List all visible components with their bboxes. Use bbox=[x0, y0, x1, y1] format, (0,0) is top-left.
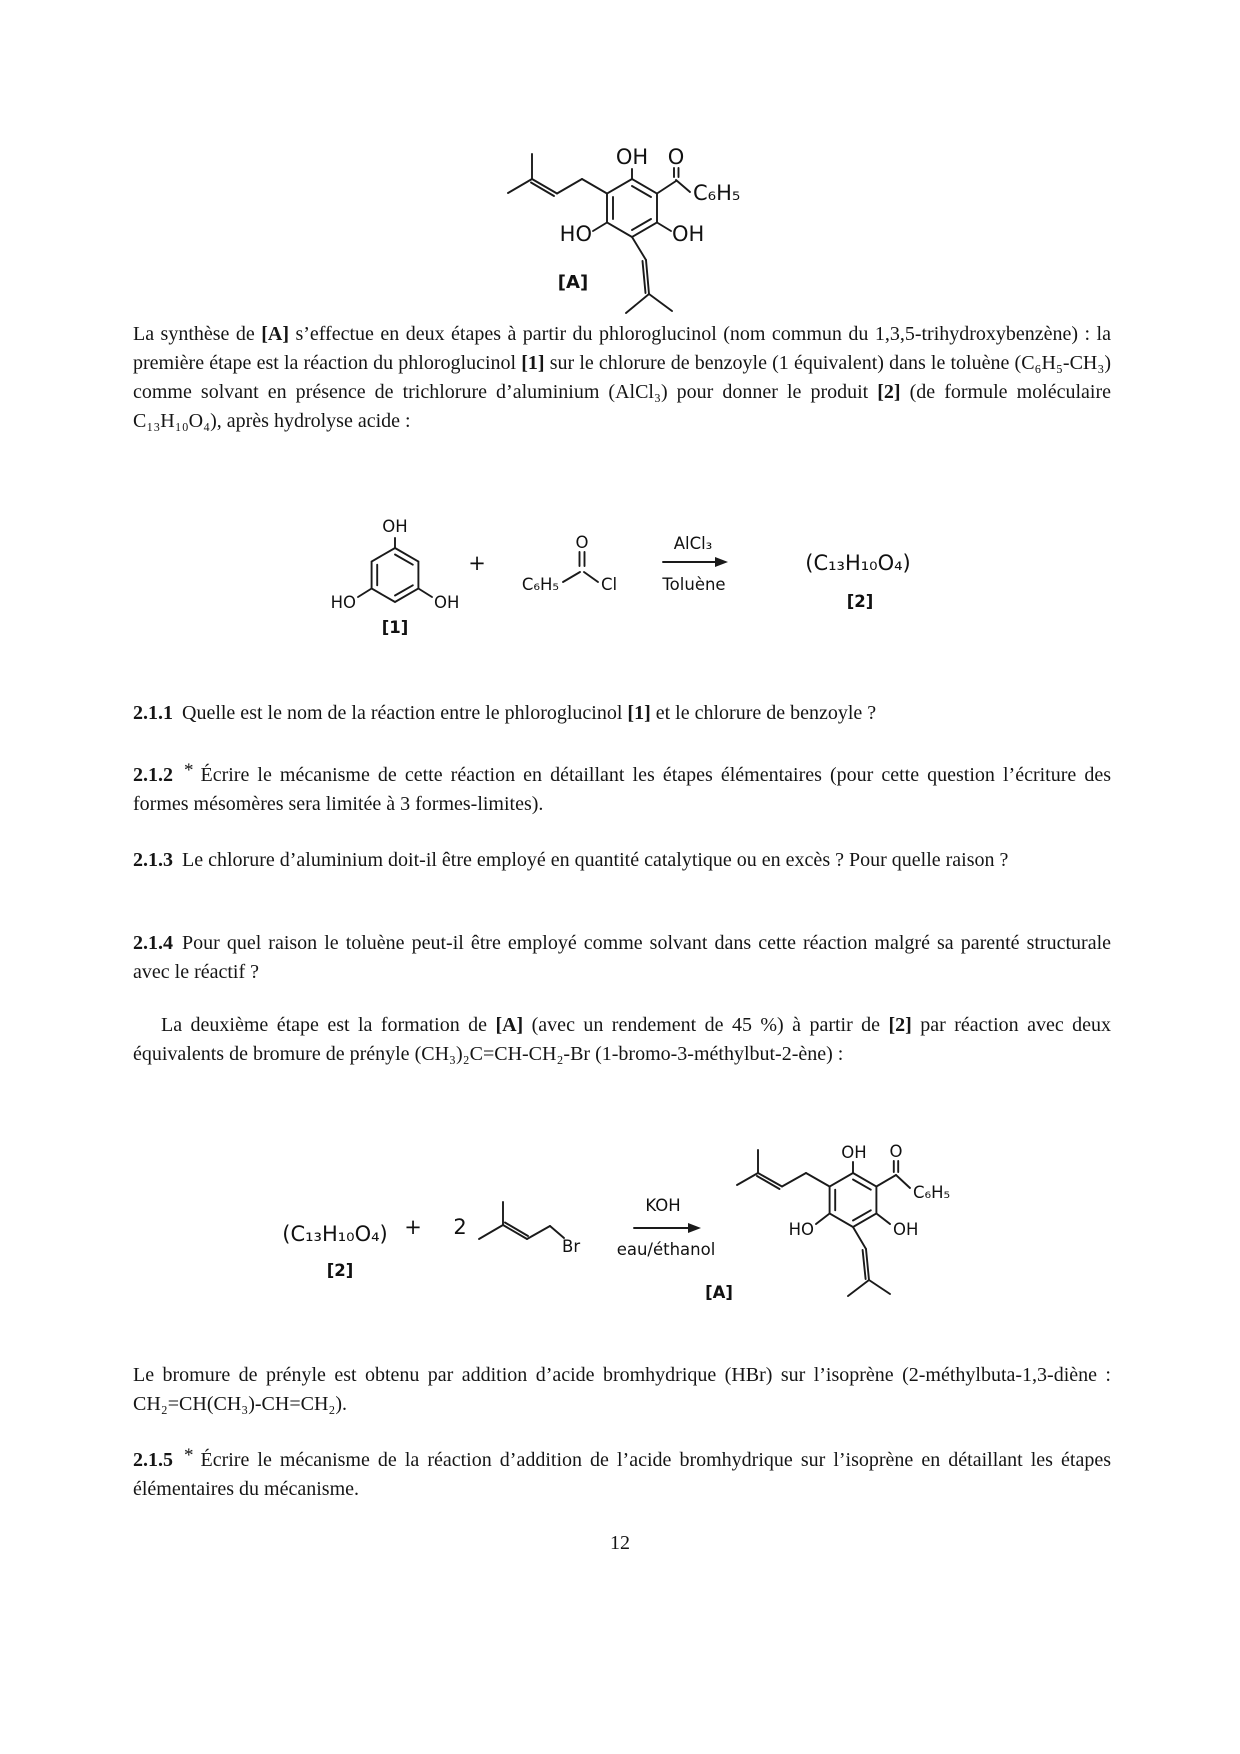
molecule-a-structure bbox=[480, 132, 760, 327]
difficulty-star: * bbox=[184, 760, 194, 781]
ho-label: HO bbox=[559, 222, 592, 246]
reaction-arrow bbox=[663, 557, 728, 567]
difficulty-star: * bbox=[184, 1445, 194, 1466]
text-run: Le chlorure d’aluminium doit-il être employé en quantité catalytique ou en excès ? Pour quelle raison ? bbox=[182, 849, 1009, 871]
br-label: Br bbox=[562, 1237, 581, 1256]
question-2-1-5 bbox=[133, 1446, 1111, 1504]
oh-right-label: OH bbox=[893, 1220, 919, 1239]
question-2-1-4 bbox=[133, 929, 1111, 987]
ho-label: HO bbox=[788, 1220, 814, 1239]
benzoyl-chloride-structure bbox=[563, 552, 598, 582]
phloroglucinol-ring bbox=[358, 538, 432, 602]
plus-sign: + bbox=[404, 1215, 422, 1239]
reaction-scheme-1 bbox=[290, 460, 930, 645]
text-run: s’effectue en deux étapes à partir du phloroglucinol (nom commun du 1,3,5-trihydroxybenzène) : la première étape est la réaction du phloroglucinol bbox=[133, 323, 1111, 374]
phenyl-label: C₆H₅ bbox=[913, 1183, 951, 1202]
phenyl-label: C₆H₅ bbox=[693, 181, 741, 205]
text-run: Quelle est le nom de la réaction entre le phloroglucinol bbox=[182, 702, 628, 724]
text-run: (avec un rendement de 45 %) à partir de bbox=[523, 1014, 889, 1036]
question-number: 2.1.3 bbox=[133, 849, 173, 871]
text-run: sur le chlorure de benzoyle (1 équivalent) dans le toluène (C₆H₅-CH₃) comme solvant en présence de trichlorure d’aluminium (AlCl₃) pour donner le produit bbox=[133, 352, 1111, 403]
product-prenyl-bottom bbox=[848, 1227, 890, 1296]
prenyl-bromide-paragraph bbox=[133, 1361, 1111, 1419]
product-formula: (C₁₃H₁₀O₄) bbox=[805, 551, 911, 575]
oh-label: OH bbox=[615, 145, 649, 169]
solvent-label: Toluène bbox=[662, 575, 726, 594]
question-number: 2.1.5 bbox=[133, 1449, 173, 1471]
compound-1-ref: [1] bbox=[627, 702, 651, 724]
oh-right-label: OH bbox=[672, 222, 705, 246]
prenyl-chain-bottom bbox=[626, 237, 672, 313]
carbonyl-o-label: O bbox=[667, 145, 685, 169]
compound-1-ref: [1] bbox=[521, 352, 545, 374]
oh-right-label: OH bbox=[434, 593, 460, 612]
stoichiometric-coefficient: 2 bbox=[453, 1215, 467, 1239]
plus-sign: + bbox=[468, 551, 486, 575]
text-run: La synthèse de bbox=[133, 323, 262, 345]
hydroxyl-bonds bbox=[593, 169, 671, 231]
text-run: Pour quel raison le toluène peut-il être employé comme solvant dans cette réaction malgré sa parenté structurale avec le réactif ? bbox=[133, 932, 1111, 983]
product-benzene-ring bbox=[816, 1162, 890, 1227]
text-run: par réaction avec deux équivalents de bromure de prényle (CH₃)₂C=CH-CH₂-Br (1-bromo-3-méthylbut-2-ène) : bbox=[133, 1014, 1112, 1065]
compound-a-label: [A] bbox=[705, 1283, 733, 1302]
catalyst-label: AlCl₃ bbox=[673, 534, 713, 553]
base-label: KOH bbox=[645, 1196, 681, 1215]
compound-2-label: [2] bbox=[846, 592, 874, 611]
compound-2-ref: [2] bbox=[888, 1014, 912, 1036]
text-run: et le chlorure de benzoyle ? bbox=[650, 702, 877, 724]
question-2-1-3 bbox=[133, 846, 1111, 875]
second-step-paragraph bbox=[133, 1011, 1111, 1069]
question-number: 2.1.2 bbox=[133, 764, 173, 786]
carbonyl-o-label: O bbox=[575, 533, 589, 552]
prenyl-bromide-structure bbox=[479, 1202, 564, 1239]
cl-label: Cl bbox=[601, 575, 618, 594]
ho-label: HO bbox=[330, 593, 356, 612]
prenyl-chain-left bbox=[508, 154, 607, 196]
text-run: Écrire le mécanisme de cette réaction en détaillant les étapes élémentaires (pour cette question l’écriture des formes mésomères sera limitée à 3 formes-limites). bbox=[133, 764, 1111, 815]
question-2-1-2 bbox=[133, 761, 1111, 819]
benzene-ring bbox=[607, 179, 657, 237]
question-2-1-1 bbox=[133, 699, 1111, 728]
text-run: Écrire le mécanisme de la réaction d’addition de l’acide bromhydrique sur l’isoprène en détaillant les étapes élémentaires du mécanisme. bbox=[133, 1449, 1111, 1500]
compound-a-ref: [A] bbox=[261, 323, 289, 345]
compound-2-ref: [2] bbox=[877, 381, 901, 403]
benzoyl-group bbox=[657, 168, 690, 194]
text-run: Le bromure de prényle est obtenu par addition d’acide bromhydrique (HBr) sur l’isoprène (2-méthylbuta-1,3-diène : CH₂=CH(CH₃)-CH=CH₂). bbox=[133, 1364, 1111, 1415]
question-number: 2.1.1 bbox=[133, 702, 173, 724]
reactant-formula: (C₁₃H₁₀O₄) bbox=[282, 1222, 388, 1246]
oh-label: OH bbox=[841, 1143, 867, 1162]
compound-a-ref: [A] bbox=[495, 1014, 524, 1036]
reaction-arrow bbox=[634, 1223, 701, 1233]
oh-label: OH bbox=[382, 517, 408, 536]
compound-a-label: [A] bbox=[557, 272, 589, 293]
text-run: (de formule moléculaire C₁₃H₁₀O₄), après hydrolyse acide : bbox=[133, 381, 1111, 432]
product-prenyl-left bbox=[737, 1150, 830, 1189]
page-number: 12 bbox=[610, 1532, 630, 1554]
question-number: 2.1.4 bbox=[133, 932, 173, 954]
compound-2-label: [2] bbox=[326, 1261, 354, 1280]
reaction-scheme-2 bbox=[255, 1140, 965, 1335]
text-run: La deuxième étape est la formation de bbox=[161, 1014, 496, 1036]
product-benzoyl-group bbox=[876, 1161, 910, 1188]
carbonyl-o-label: O bbox=[889, 1142, 903, 1161]
intro-paragraph bbox=[133, 320, 1111, 436]
compound-1-label: [1] bbox=[381, 618, 409, 637]
solvent-label: eau/éthanol bbox=[616, 1240, 716, 1259]
phenyl-label: C₆H₅ bbox=[521, 575, 559, 594]
